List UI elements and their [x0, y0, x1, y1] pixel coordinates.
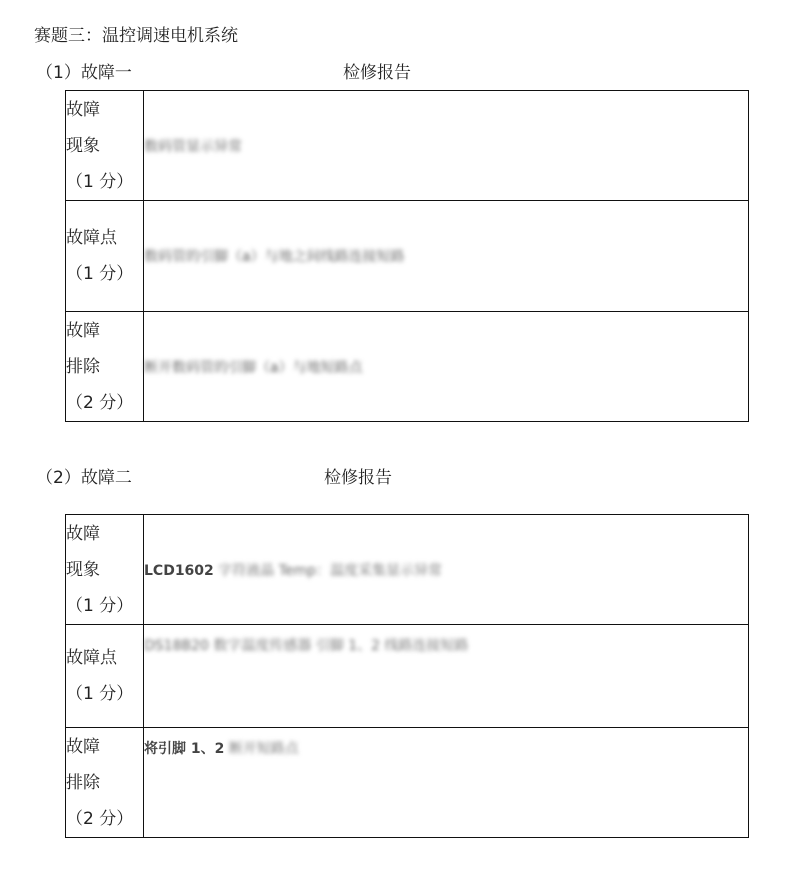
row-label — [66, 728, 144, 838]
label-line: 故障点 — [66, 228, 117, 248]
report-table-2 — [65, 514, 749, 838]
row-value — [144, 515, 749, 625]
fault-symptom-text: 数码管显示异常 — [144, 138, 242, 155]
label-line: （1 分） — [66, 595, 134, 616]
table-row — [66, 91, 749, 201]
label-line: （1 分） — [66, 684, 134, 704]
section-2-label: （2）故障二 — [36, 468, 132, 488]
row-value — [144, 201, 749, 312]
row-value — [144, 728, 749, 838]
label-line: （2 分） — [66, 808, 134, 829]
row-label — [66, 91, 144, 201]
fault-fix-blurred-text: 断开短路点 — [228, 741, 299, 757]
report-table-1 — [65, 90, 749, 422]
table-row — [66, 201, 749, 312]
fault-fix-clear-text: 将引脚 1、2 — [144, 741, 225, 757]
row-label — [66, 312, 144, 422]
row-value — [144, 312, 749, 422]
fault-fix-text: 断开数码管的引脚（a）与地短路点 — [144, 359, 363, 376]
table-row — [66, 625, 749, 728]
table-row — [66, 515, 749, 625]
label-line: 排除 — [66, 772, 100, 793]
fault-symptom-clear-text: LCD1602 — [144, 562, 214, 579]
row-value — [144, 91, 749, 201]
table-row — [66, 312, 749, 422]
label-line: （1 分） — [66, 264, 134, 284]
label-line: 故障 — [66, 99, 100, 120]
row-label — [66, 515, 144, 625]
label-line: 现象 — [66, 135, 100, 156]
label-line: 故障点 — [66, 648, 117, 668]
fault-symptom-blurred-text: 字符液晶 Temp：温度采集显示异常 — [218, 562, 442, 579]
row-value — [144, 625, 749, 728]
section-1-report-title: 检修报告 — [343, 63, 411, 83]
fault-point-text: 数码管的引脚（a）与地之间线路连接短路 — [144, 249, 405, 265]
label-line: （2 分） — [66, 392, 134, 413]
label-line: 故障 — [66, 320, 100, 341]
page-title: 赛题三：温控调速电机系统 — [34, 26, 238, 46]
label-line: 故障 — [66, 736, 100, 757]
label-line: 排除 — [66, 356, 100, 377]
table-row — [66, 728, 749, 838]
row-label — [66, 625, 144, 728]
label-line: （1 分） — [66, 171, 134, 192]
row-label — [66, 201, 144, 312]
section-2-report-title: 检修报告 — [324, 468, 392, 488]
section-1-label: （1）故障一 — [36, 63, 132, 83]
label-line: 故障 — [66, 523, 100, 544]
label-line: 现象 — [66, 559, 100, 580]
fault-point-blurred-text: DS18B20 数字温度传感器 引脚 1、2 线路连接短路 — [144, 638, 469, 654]
